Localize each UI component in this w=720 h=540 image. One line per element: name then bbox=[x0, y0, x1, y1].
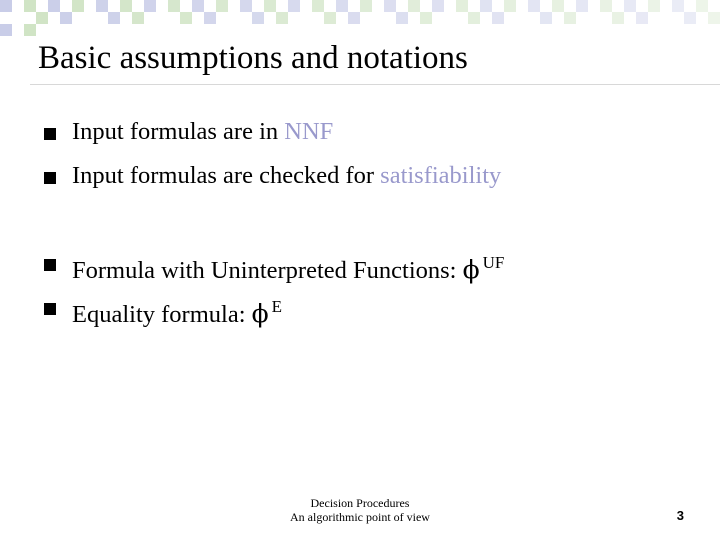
checker-cell bbox=[180, 24, 192, 36]
footer bbox=[260, 496, 460, 524]
checker-cell bbox=[540, 0, 552, 12]
checker-cell bbox=[216, 12, 228, 24]
bullet-text: Equality formula: bbox=[72, 301, 252, 328]
checker-cell bbox=[324, 12, 336, 24]
bullet-text: Input formulas are in bbox=[72, 118, 285, 145]
checker-cell bbox=[456, 12, 468, 24]
checker-cell bbox=[168, 0, 180, 12]
checker-cell bbox=[120, 12, 132, 24]
checker-cell bbox=[168, 24, 180, 36]
checker-cell bbox=[360, 12, 372, 24]
checker-cell bbox=[144, 12, 156, 24]
checker-cell bbox=[492, 24, 504, 36]
checker-cell bbox=[648, 12, 660, 24]
checker-cell bbox=[384, 24, 396, 36]
square-bullet-icon bbox=[44, 128, 56, 140]
bullet-highlight: satisfiability bbox=[380, 162, 502, 189]
checker-cell bbox=[372, 12, 384, 24]
checker-cell bbox=[420, 24, 432, 36]
checker-cell bbox=[372, 0, 384, 12]
checker-cell bbox=[492, 0, 504, 12]
checker-cell bbox=[132, 0, 144, 12]
checker-cell bbox=[348, 0, 360, 12]
checker-cell bbox=[288, 24, 300, 36]
checker-cell bbox=[480, 12, 492, 24]
checker-cell bbox=[624, 12, 636, 24]
checker-cell bbox=[564, 24, 576, 36]
checker-cell bbox=[516, 0, 528, 12]
checker-cell bbox=[348, 24, 360, 36]
checker-cell bbox=[396, 0, 408, 12]
checker-cell bbox=[96, 24, 108, 36]
checker-cell bbox=[108, 0, 120, 12]
checker-row bbox=[0, 12, 720, 24]
checker-cell bbox=[180, 0, 192, 12]
checker-row bbox=[0, 24, 720, 36]
checker-cell bbox=[528, 24, 540, 36]
checker-cell bbox=[48, 12, 60, 24]
checker-cell bbox=[312, 12, 324, 24]
square-bullet-icon bbox=[44, 172, 56, 184]
bullet-text: Formula with Uninterpreted Functions: bbox=[72, 257, 463, 284]
checker-cell bbox=[192, 0, 204, 12]
checker-cell bbox=[276, 24, 288, 36]
checker-cell bbox=[36, 24, 48, 36]
checker-cell bbox=[264, 0, 276, 12]
checker-cell bbox=[192, 24, 204, 36]
checker-cell bbox=[120, 0, 132, 12]
phi-symbol: ϕ bbox=[462, 255, 480, 284]
checker-cell bbox=[672, 24, 684, 36]
checker-cell bbox=[432, 12, 444, 24]
checker-cell bbox=[360, 24, 372, 36]
checker-cell bbox=[612, 12, 624, 24]
checker-cell bbox=[372, 24, 384, 36]
checker-cell bbox=[180, 12, 192, 24]
checker-cell bbox=[660, 24, 672, 36]
superscript: E bbox=[271, 297, 283, 316]
checker-cell bbox=[636, 24, 648, 36]
checker-cell bbox=[156, 0, 168, 12]
checker-cell bbox=[408, 0, 420, 12]
checker-cell bbox=[468, 24, 480, 36]
checker-cell bbox=[336, 12, 348, 24]
checker-cell bbox=[696, 24, 708, 36]
phi-symbol: ϕ bbox=[251, 299, 269, 328]
checker-cell bbox=[420, 12, 432, 24]
checker-cell bbox=[660, 12, 672, 24]
checker-cell bbox=[504, 12, 516, 24]
checker-cell bbox=[468, 0, 480, 12]
checker-cell bbox=[228, 0, 240, 12]
checker-cell bbox=[72, 24, 84, 36]
checker-cell bbox=[528, 0, 540, 12]
checker-cell bbox=[276, 12, 288, 24]
checker-cell bbox=[516, 12, 528, 24]
checker-cell bbox=[348, 12, 360, 24]
bullet-item bbox=[72, 292, 282, 330]
checker-cell bbox=[456, 0, 468, 12]
checker-cell bbox=[540, 24, 552, 36]
checker-cell bbox=[636, 12, 648, 24]
checker-cell bbox=[420, 0, 432, 12]
checker-cell bbox=[312, 24, 324, 36]
checker-cell bbox=[144, 0, 156, 12]
checker-cell bbox=[228, 24, 240, 36]
checker-cell bbox=[276, 0, 288, 12]
checker-cell bbox=[84, 12, 96, 24]
checker-cell bbox=[24, 0, 36, 12]
checker-cell bbox=[264, 24, 276, 36]
checker-cell bbox=[252, 0, 264, 12]
checker-cell bbox=[552, 12, 564, 24]
checker-cell bbox=[396, 24, 408, 36]
checker-cell bbox=[444, 24, 456, 36]
title-underline bbox=[30, 84, 720, 85]
checker-cell bbox=[132, 24, 144, 36]
checker-cell bbox=[144, 24, 156, 36]
checker-cell bbox=[192, 12, 204, 24]
checker-cell bbox=[588, 24, 600, 36]
checker-cell bbox=[336, 24, 348, 36]
checker-cell bbox=[204, 24, 216, 36]
checker-cell bbox=[204, 12, 216, 24]
checker-cell bbox=[108, 12, 120, 24]
checker-cell bbox=[576, 0, 588, 12]
checker-cell bbox=[96, 0, 108, 12]
checker-cell bbox=[384, 12, 396, 24]
checker-cell bbox=[24, 24, 36, 36]
checker-cell bbox=[252, 24, 264, 36]
checker-cell bbox=[480, 24, 492, 36]
checker-cell bbox=[480, 0, 492, 12]
checker-cell bbox=[24, 12, 36, 24]
checker-cell bbox=[36, 0, 48, 12]
checker-cell bbox=[396, 12, 408, 24]
checker-cell bbox=[96, 12, 108, 24]
checker-cell bbox=[432, 24, 444, 36]
checker-cell bbox=[360, 0, 372, 12]
checker-cell bbox=[252, 12, 264, 24]
checker-cell bbox=[288, 0, 300, 12]
checker-cell bbox=[684, 12, 696, 24]
page-number: 3 bbox=[676, 508, 684, 523]
checker-cell bbox=[564, 12, 576, 24]
checker-cell bbox=[600, 0, 612, 12]
checker-cell bbox=[156, 24, 168, 36]
superscript: UF bbox=[482, 253, 505, 272]
checker-cell bbox=[48, 24, 60, 36]
bullet-item bbox=[72, 248, 504, 286]
checker-cell bbox=[576, 12, 588, 24]
checker-cell bbox=[240, 24, 252, 36]
bullet-item bbox=[72, 117, 333, 147]
checker-cell bbox=[300, 0, 312, 12]
checker-cell bbox=[672, 0, 684, 12]
checker-cell bbox=[288, 12, 300, 24]
checker-cell bbox=[564, 0, 576, 12]
checker-cell bbox=[684, 0, 696, 12]
checker-cell bbox=[12, 12, 24, 24]
checker-cell bbox=[36, 12, 48, 24]
checker-cell bbox=[12, 0, 24, 12]
checker-cell bbox=[612, 0, 624, 12]
checker-cell bbox=[600, 24, 612, 36]
checker-cell bbox=[528, 12, 540, 24]
checker-cell bbox=[228, 12, 240, 24]
checker-cell bbox=[240, 0, 252, 12]
checker-cell bbox=[312, 0, 324, 12]
checker-cell bbox=[600, 12, 612, 24]
checker-cell bbox=[636, 0, 648, 12]
footer-line-1: Decision Procedures bbox=[310, 496, 410, 510]
checker-cell bbox=[12, 24, 24, 36]
checker-cell bbox=[84, 0, 96, 12]
bullet-highlight: NNF bbox=[284, 118, 334, 145]
checker-cell bbox=[444, 12, 456, 24]
checker-cell bbox=[660, 0, 672, 12]
checker-cell bbox=[60, 0, 72, 12]
checker-cell bbox=[120, 24, 132, 36]
checker-cell bbox=[84, 24, 96, 36]
checker-cell bbox=[648, 0, 660, 12]
checker-cell bbox=[384, 0, 396, 12]
checker-cell bbox=[432, 0, 444, 12]
checker-cell bbox=[156, 12, 168, 24]
checker-cell bbox=[216, 0, 228, 12]
checker-cell bbox=[0, 0, 12, 12]
checker-cell bbox=[576, 24, 588, 36]
checker-cell bbox=[72, 12, 84, 24]
slide-title: Basic assumptions and notations bbox=[38, 40, 468, 76]
bullet-item bbox=[72, 161, 501, 191]
checker-cell bbox=[60, 24, 72, 36]
checker-cell bbox=[408, 12, 420, 24]
checker-cell bbox=[168, 12, 180, 24]
checker-cell bbox=[552, 0, 564, 12]
checker-cell bbox=[672, 12, 684, 24]
checker-cell bbox=[708, 12, 720, 24]
checker-cell bbox=[324, 24, 336, 36]
checker-cell bbox=[492, 12, 504, 24]
checker-cell bbox=[0, 12, 12, 24]
checker-cell bbox=[132, 12, 144, 24]
checker-cell bbox=[708, 24, 720, 36]
checker-cell bbox=[108, 24, 120, 36]
checker-cell bbox=[336, 0, 348, 12]
checker-cell bbox=[588, 0, 600, 12]
checker-cell bbox=[684, 24, 696, 36]
checker-cell bbox=[696, 0, 708, 12]
checker-cell bbox=[264, 12, 276, 24]
square-bullet-icon bbox=[44, 259, 56, 271]
checker-cell bbox=[72, 0, 84, 12]
checker-cell bbox=[204, 0, 216, 12]
checker-cell bbox=[696, 12, 708, 24]
square-bullet-icon bbox=[44, 303, 56, 315]
checker-cell bbox=[408, 24, 420, 36]
checkerboard-decoration bbox=[0, 0, 720, 36]
checker-cell bbox=[708, 0, 720, 12]
checker-cell bbox=[444, 0, 456, 12]
checker-cell bbox=[0, 24, 12, 36]
checker-cell bbox=[588, 12, 600, 24]
footer-line-2: An algorithmic point of view bbox=[290, 510, 430, 524]
checker-cell bbox=[60, 12, 72, 24]
checker-cell bbox=[48, 0, 60, 12]
checker-cell bbox=[216, 24, 228, 36]
checker-row bbox=[0, 0, 720, 12]
checker-cell bbox=[540, 12, 552, 24]
checker-cell bbox=[300, 12, 312, 24]
checker-cell bbox=[624, 0, 636, 12]
checker-cell bbox=[612, 24, 624, 36]
bullet-text: Input formulas are checked for bbox=[72, 162, 381, 189]
checker-cell bbox=[516, 24, 528, 36]
checker-cell bbox=[648, 24, 660, 36]
checker-cell bbox=[624, 24, 636, 36]
checker-cell bbox=[552, 24, 564, 36]
checker-cell bbox=[468, 12, 480, 24]
checker-cell bbox=[504, 24, 516, 36]
checker-cell bbox=[504, 0, 516, 12]
checker-cell bbox=[456, 24, 468, 36]
checker-cell bbox=[300, 24, 312, 36]
checker-cell bbox=[240, 12, 252, 24]
checker-cell bbox=[324, 0, 336, 12]
